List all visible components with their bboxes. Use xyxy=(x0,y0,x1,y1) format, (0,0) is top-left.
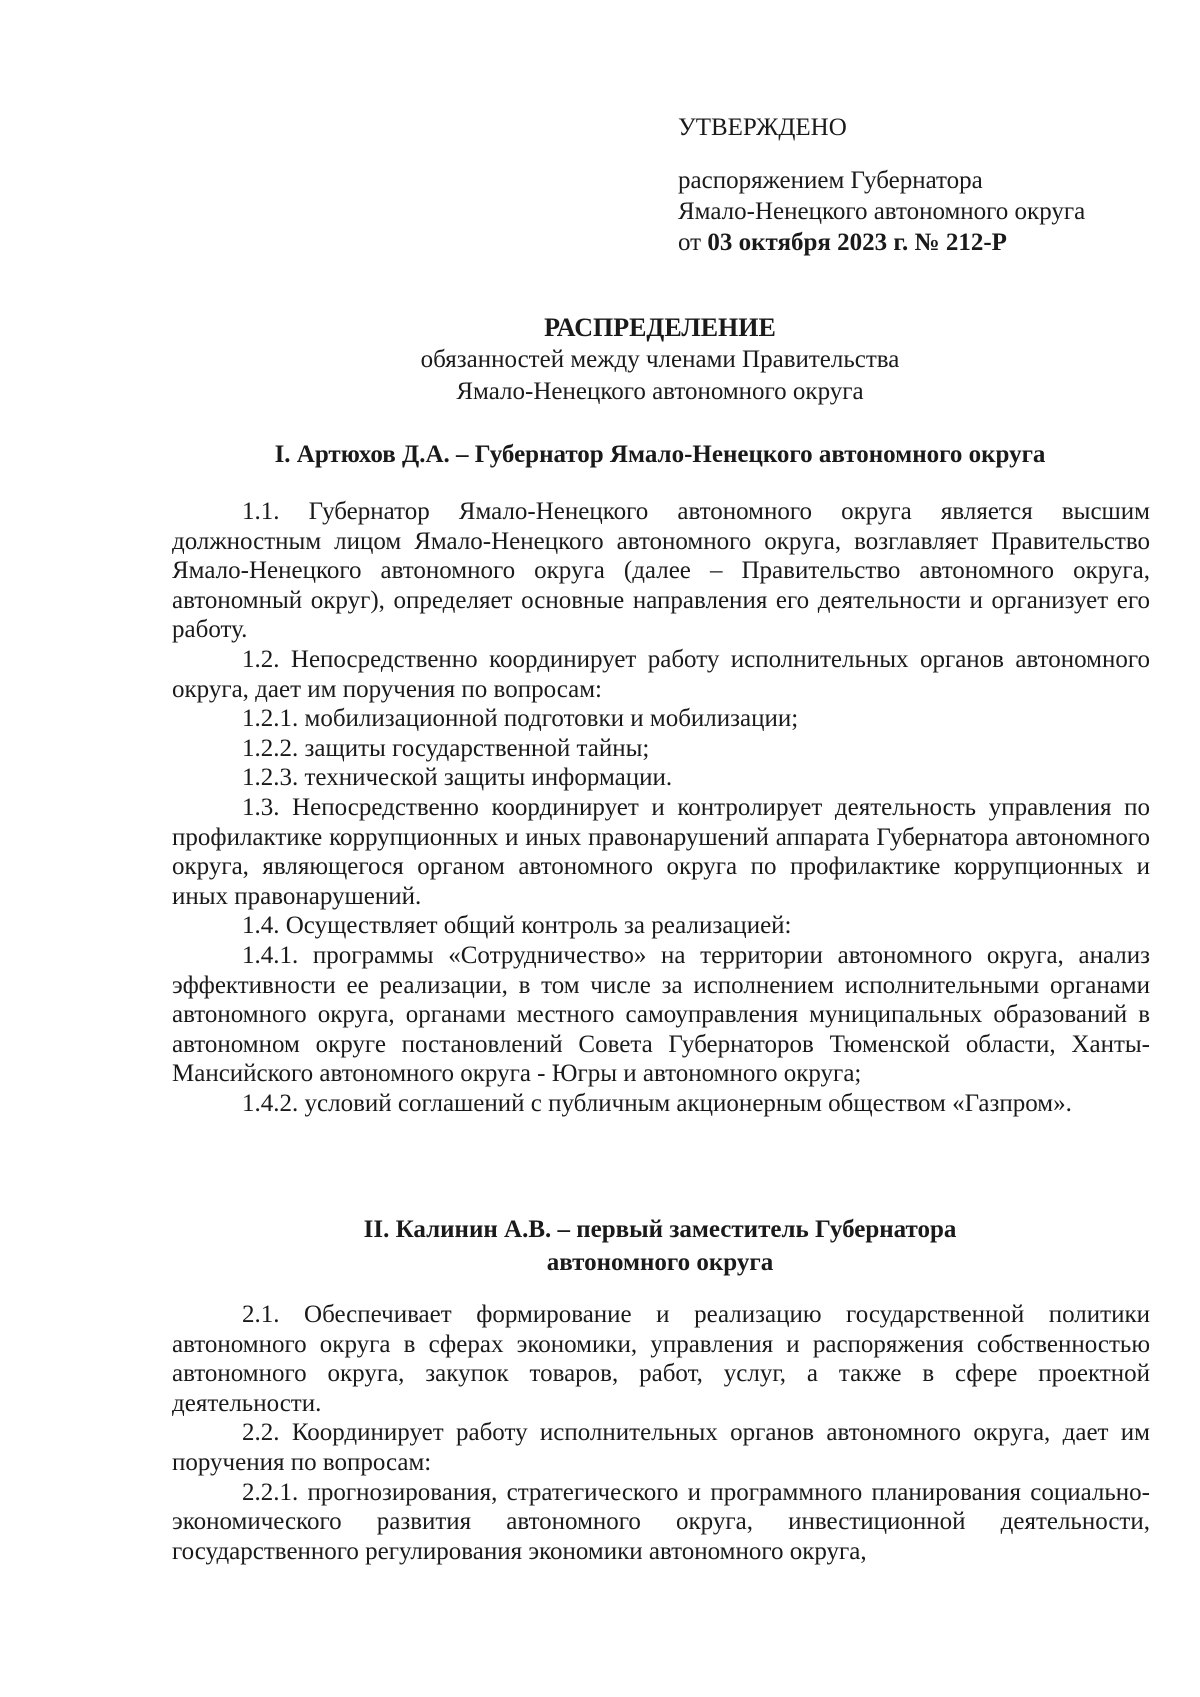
paragraph-1-1: 1.1. Губернатор Ямало-Ненецкого автономного округа является высшим должностным лицом Ямало-Ненецкого автономного округа, возглавляет Правительство Ямало-Ненецкого автономного округа (далее – Правительство автономного округа, автономный округ), определяет основные направления его деятельности и организует его работу. xyxy=(172,498,1150,644)
paragraph-1-2: 1.2. Непосредственно координирует работу исполнительных органов автономного округа, дает им поручения по вопросам: xyxy=(172,645,1150,703)
approval-line-2: Ямало-Ненецкого автономного округа xyxy=(678,198,1086,225)
document-main-title: РАСПРЕДЕЛЕНИЕ xyxy=(544,313,776,342)
paragraph-1-2-1: 1.2.1. мобилизационной подготовки и мобилизации; xyxy=(242,705,799,733)
paragraph-1-4-1: 1.4.1. программы «Сотрудничество» на территории автономного округа, анализ эффективности ее реализации, в том числе за исполнением исполнительными органами автономного округа, органами местного самоуправления муниципальных образований в автономном округе постановлений Совета Губернаторов Тюменской области, Ханты-Мансийского автономного округа - Югры и автономного округа; xyxy=(172,941,1150,1088)
paragraph-2-2-1: 2.2.1. прогнозирования, стратегического и программного планирования социально-экономического развития автономного округа, инвестиционной деятельности, государственного регулирования экономики автономного округа, xyxy=(172,1478,1150,1565)
approval-date-prefix: от xyxy=(678,229,708,256)
paragraph-1-4-2: 1.4.2. условий соглашений с публичным акционерным обществом «Газпром». xyxy=(242,1089,1072,1117)
document-subtitle-line-1: обязанностей между членами Правительства xyxy=(420,346,900,373)
section-2-body xyxy=(172,1300,1150,1566)
paragraph-1-2-3: 1.2.3. технической защиты информации. xyxy=(242,764,673,792)
approval-line-1: распоряжением Губернатора xyxy=(678,167,983,194)
document-title xyxy=(0,312,1200,408)
paragraph-2-1: 2.1. Обеспечивает формирование и реализацию государственной политики автономного округа в сферах экономики, управления и распоряжения собственностью автономного округа, закупок товаров, работ, услуг, а также в сфере проектной деятельности. xyxy=(172,1301,1150,1417)
approval-date-line xyxy=(678,227,1178,258)
document-subtitle-line-2: Ямало-Ненецкого автономного округа xyxy=(456,378,864,405)
section-1-heading: I. Артюхов Д.А. – Губернатор Ямало-Ненецкого автономного округа xyxy=(274,441,1046,468)
approved-label: УТВЕРЖДЕНО xyxy=(678,114,847,141)
paragraph-2-2: 2.2. Координирует работу исполнительных органов автономного округа, дает им поручения по вопросам: xyxy=(172,1419,1150,1476)
section-1-body xyxy=(172,497,1150,1118)
paragraph-1-3: 1.3. Непосредственно координирует и контролирует деятельность управления по профилактике коррупционных и иных правонарушений аппарата Губернатора автономного округа, являющегося органом автономного округа по профилактике коррупционных и иных правонарушений. xyxy=(172,793,1150,910)
approval-stamp xyxy=(678,112,1178,258)
section-2-heading-line-1: II. Калинин А.В. – первый заместитель Губернатора xyxy=(363,1216,957,1243)
paragraph-1-4: 1.4. Осуществляет общий контроль за реализацией: xyxy=(242,912,792,940)
section-2-heading-line-2: автономного округа xyxy=(546,1249,774,1276)
approval-date-number: 03 октября 2023 г. № 212-Р xyxy=(707,229,1007,256)
section-2-heading xyxy=(0,1213,1200,1279)
paragraph-1-2-2: 1.2.2. защиты государственной тайны; xyxy=(242,734,650,762)
